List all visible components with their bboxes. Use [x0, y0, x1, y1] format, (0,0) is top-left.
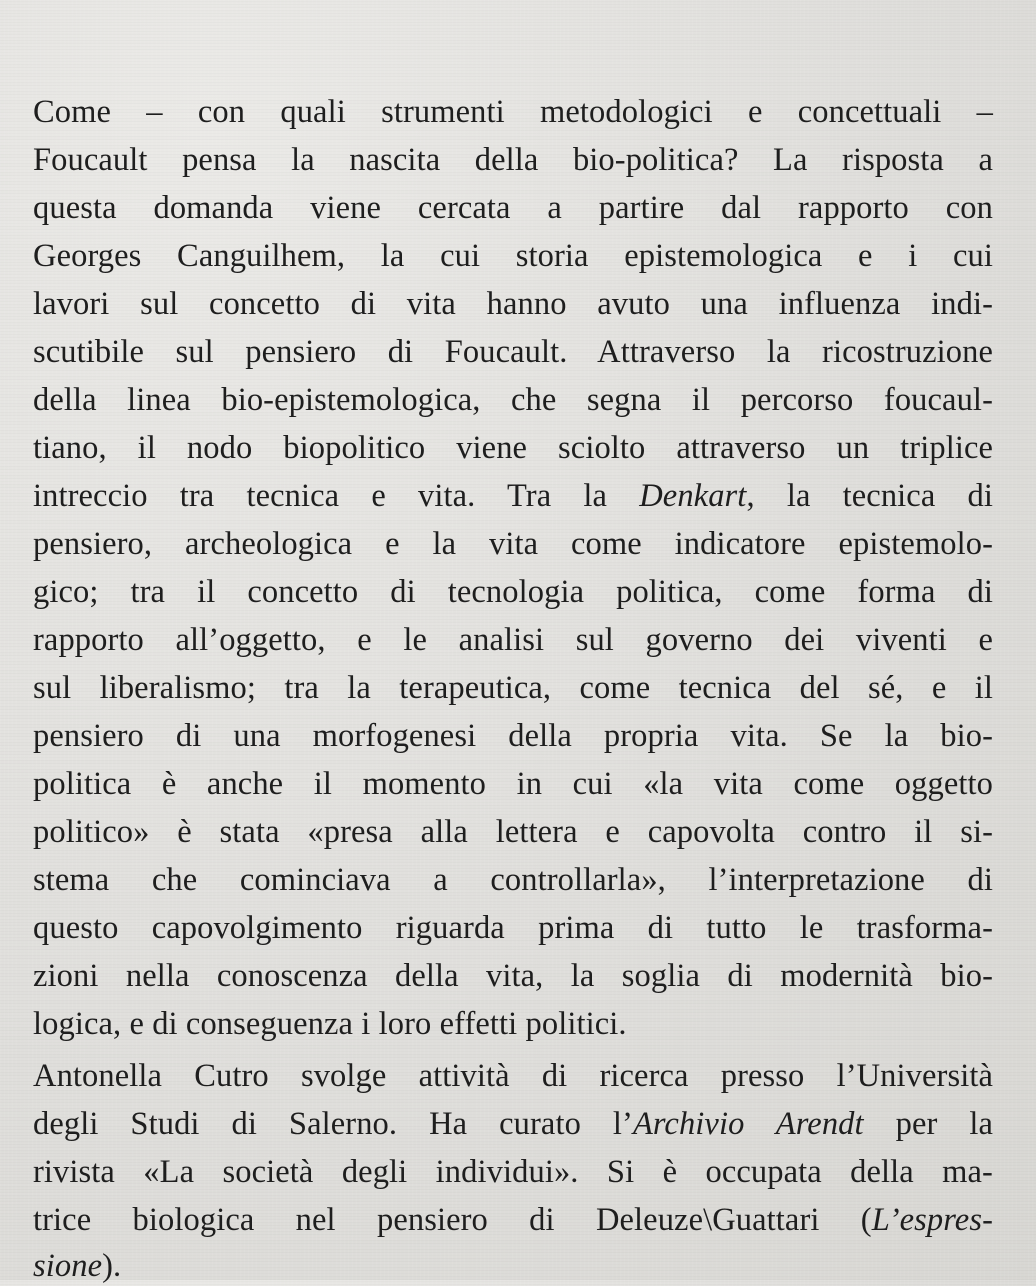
abstract-line-5: lavori sul concetto di vita hanno avuto una influenza indi-: [33, 286, 993, 322]
abstract-line-4: Georges Canguilhem, la cui storia epistemologica e i cui: [33, 238, 993, 274]
bio-line-4: [33, 1200, 993, 1240]
abstract-line-2: Foucault pensa la nascita della bio-politica? La risposta a: [33, 142, 993, 178]
abstract-line-7: della linea bio-epistemologica, che segna il percorso foucaul-: [33, 382, 993, 418]
espressione-title-end: sione: [33, 1248, 103, 1284]
abstract-line-11: gico; tra il concetto di tecnologia politica, come forma di: [33, 574, 993, 610]
abstract-line-3: questa domanda viene cercata a partire dal rapporto con: [33, 190, 993, 226]
bio-line-3: rivista «La società degli individui». Si è occupata della ma-: [33, 1154, 993, 1190]
bio-line-4-text: trice biologica nel pensiero di Deleuze\Guattari (: [33, 1202, 872, 1238]
abstract-line-6: scutibile sul pensiero di Foucault. Attraverso la ricostruzione: [33, 334, 993, 370]
abstract-line-10: pensiero, archeologica e la vita come indicatore epistemolo-: [33, 526, 993, 562]
bio-line-2-text: degli Studi di Salerno. Ha curato l’: [33, 1106, 633, 1142]
bio-line-2-rest: per la: [863, 1106, 993, 1142]
abstract-line-9-text: intreccio tra tecnica e vita. Tra la: [33, 478, 640, 514]
bio-line-5-rest: ).: [102, 1248, 122, 1284]
abstract-line-9-rest: , la tecnica di: [746, 478, 993, 514]
abstract-line-14: pensiero di una morfogenesi della propria vita. Se la bio-: [33, 718, 993, 754]
abstract-line-19: zioni nella conoscenza della vita, la soglia di modernità bio-: [33, 958, 993, 994]
abstract-line-18: questo capovolgimento riguarda prima di tutto le trasforma-: [33, 910, 993, 946]
abstract-line-13: sul liberalismo; tra la terapeutica, come tecnica del sé, e il: [33, 670, 993, 706]
abstract-line-1: Come – con quali strumenti metodologici e concettuali –: [33, 94, 993, 130]
abstract-line-15: politica è anche il momento in cui «la vita come oggetto: [33, 766, 993, 802]
abstract-line-20: logica, e di conseguenza i loro effetti politici.: [33, 1006, 627, 1042]
denkart-term: Denkart: [639, 478, 747, 514]
bio-line-1: Antonella Cutro svolge attività di ricerca presso l’Università: [33, 1058, 993, 1094]
archivio-arendt-title: Archivio Arendt: [632, 1106, 864, 1142]
bio-line-2: [33, 1104, 993, 1144]
abstract-line-9: [33, 476, 993, 516]
abstract-line-12: rapporto all’oggetto, e le analisi sul governo dei viventi e: [33, 622, 993, 658]
espressione-title-start: L’espres-: [871, 1202, 993, 1238]
abstract-line-8: tiano, il nodo biopolitico viene sciolto attraverso un triplice: [33, 430, 993, 466]
abstract-line-17: stema che cominciava a controllarla», l’interpretazione di: [33, 862, 993, 898]
abstract-line-16: politico» è stata «presa alla lettera e capovolta contro il si-: [33, 814, 993, 850]
bio-line-5: [33, 1246, 121, 1286]
